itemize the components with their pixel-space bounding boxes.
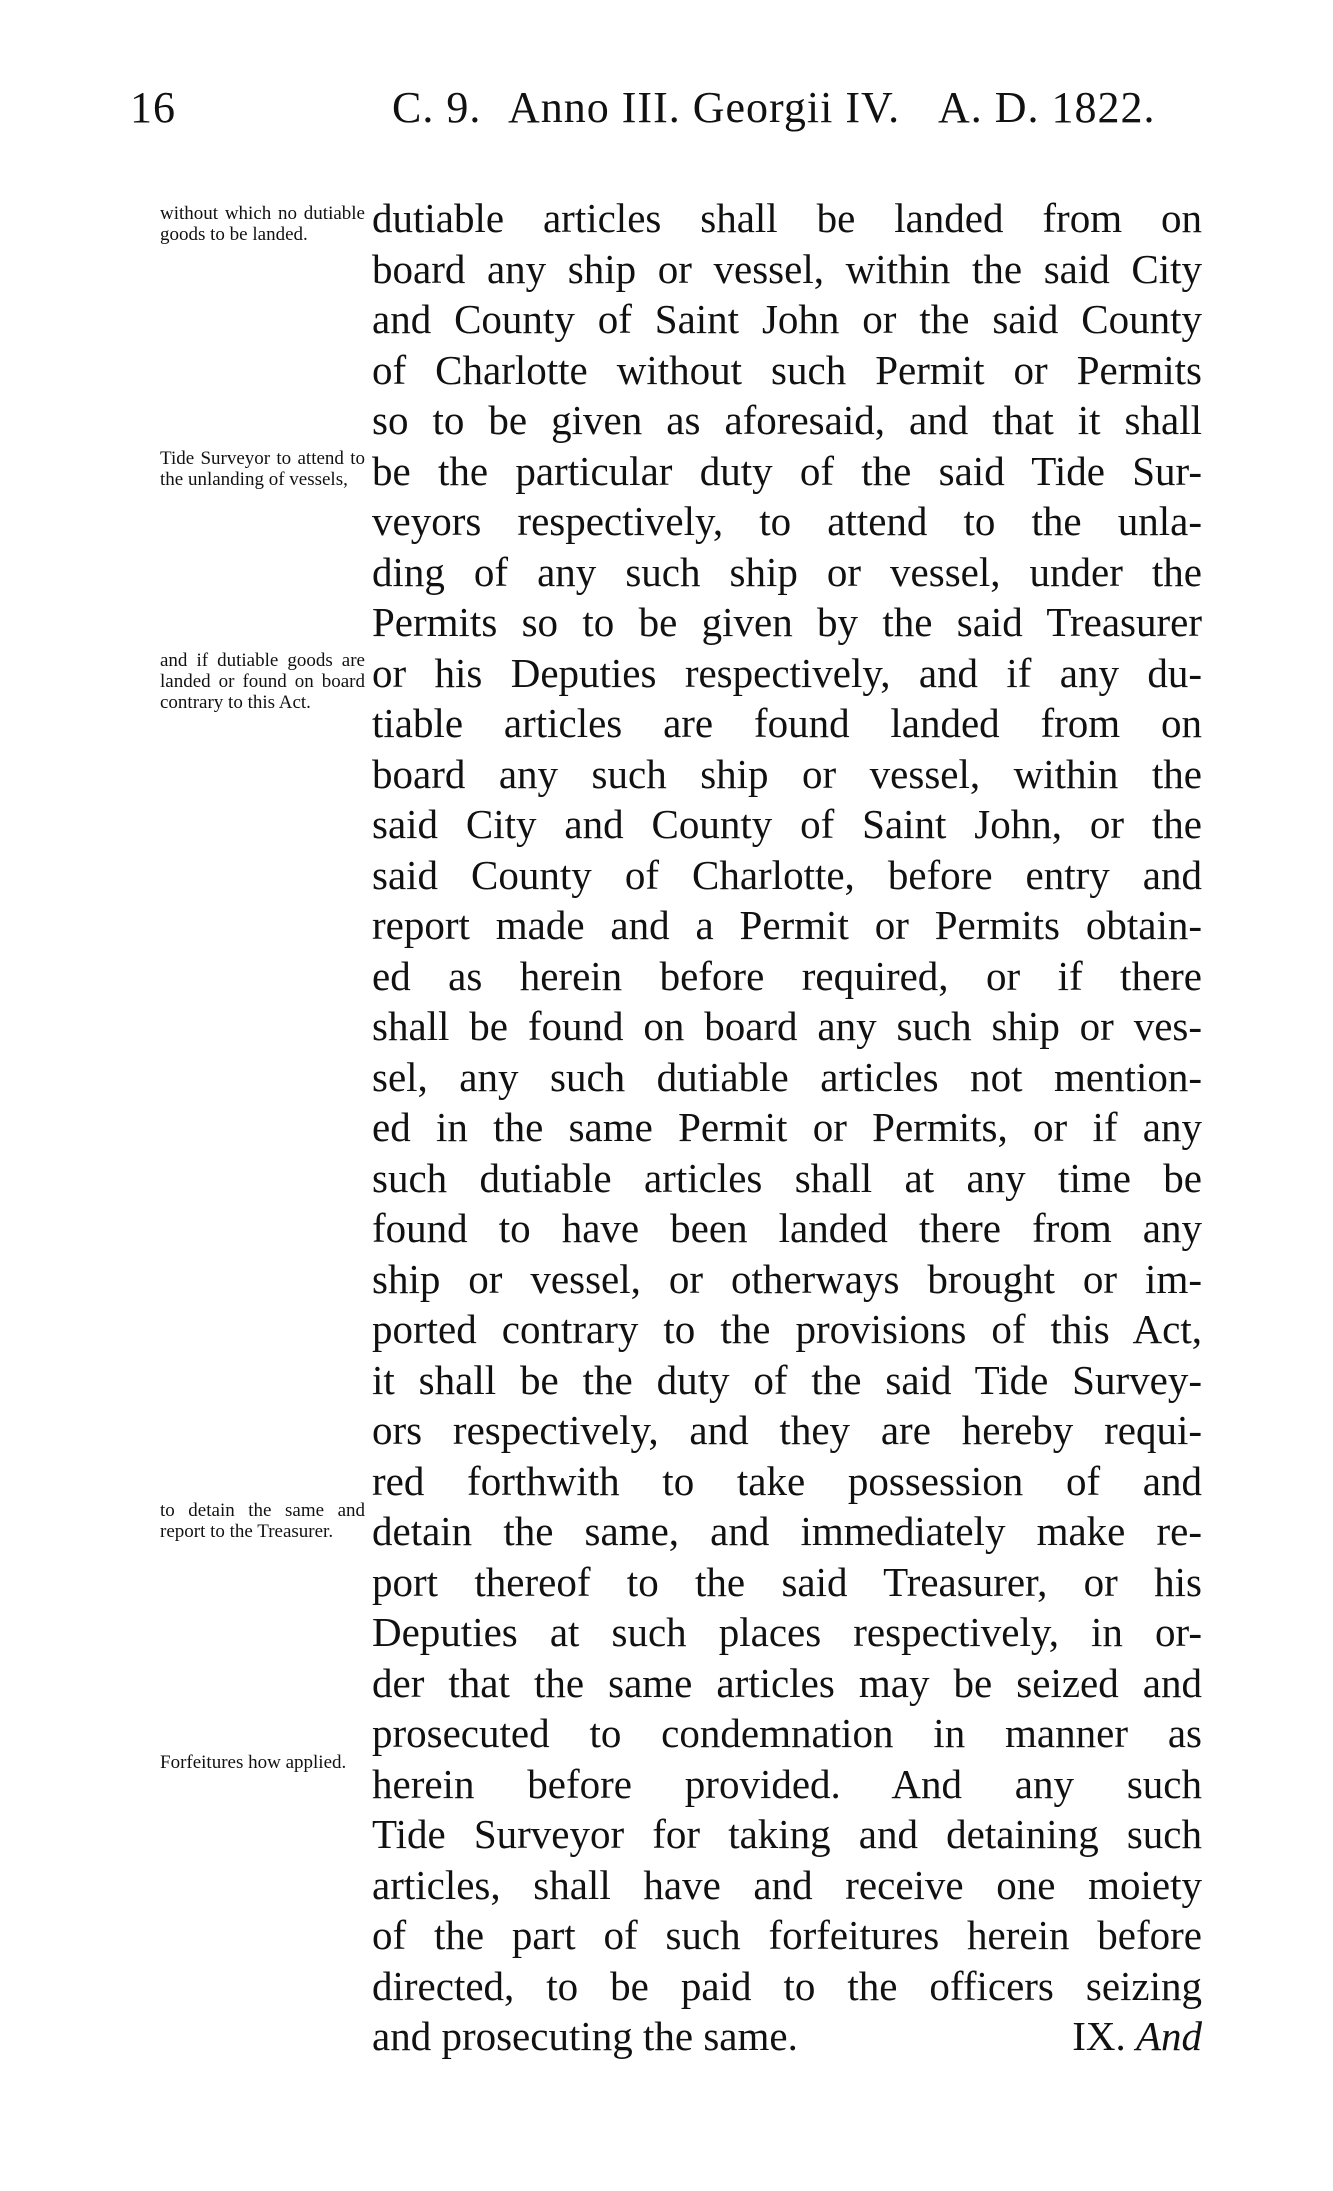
- body-line: said City and County of Saint John, or the: [372, 801, 1202, 847]
- body-line: articles, shall have and receive one moiety: [372, 1861, 1202, 1908]
- body-line: detain the same, and immediately make re-: [372, 1508, 1202, 1554]
- body-line: veyors respectively, to attend to the unla-: [372, 498, 1202, 544]
- body-line: tiable articles are found landed from on: [372, 700, 1202, 746]
- body-line: board any such ship or vessel, within the: [372, 750, 1202, 797]
- body-line: report made and a Permit or Permits obtain-: [372, 902, 1202, 948]
- body-line: Deputies at such places respectively, in or-: [372, 1609, 1202, 1655]
- page-number: 16: [130, 83, 176, 132]
- catchword: [1072, 2011, 1202, 2062]
- regnal-year: Anno III. Georgii IV.: [508, 83, 901, 132]
- running-head: [120, 82, 1210, 152]
- marginal-note: Forfeitures how applied.: [160, 1752, 347, 1773]
- body-line: directed, to be paid to the officers seizing: [372, 1962, 1202, 2009]
- body-line: dutiable articles shall be landed from on: [372, 195, 1202, 241]
- body-line: ed in the same Permit or Permits, or if any: [372, 1104, 1202, 1150]
- body-line: be the particular duty of the said Tide Sur-: [372, 447, 1202, 494]
- body-line: herein before provided. And any such: [372, 1760, 1202, 1807]
- body-line: or his Deputies respectively, and if any du-: [372, 649, 1202, 696]
- body-line: and County of Saint John or the said County: [372, 296, 1202, 342]
- body-line: ors respectively, and they are hereby requi-: [372, 1407, 1202, 1453]
- body-line: Permits so to be given by the said Treasurer: [372, 599, 1202, 645]
- body-line: of Charlotte without such Permit or Permits: [372, 346, 1202, 393]
- body-line: ship or vessel, or otherways brought or im-: [372, 1255, 1202, 1302]
- body-line: ported contrary to the provisions of this Act,: [372, 1306, 1202, 1352]
- body-line: ed as herein before required, or if there: [372, 952, 1202, 999]
- catchword-word: And: [1135, 2013, 1202, 2059]
- body-line: prosecuted to condemnation in manner as: [372, 1710, 1202, 1756]
- marginal-note: to detain the same and report to the Treasurer.: [160, 1500, 365, 1542]
- body-line: of the part of such forfeitures herein before: [372, 1912, 1202, 1958]
- body-line: found to have been landed there from any: [372, 1205, 1202, 1251]
- body-line: port thereof to the said Treasurer, or his: [372, 1558, 1202, 1605]
- body-line: said County of Charlotte, before entry and: [372, 851, 1202, 898]
- body-line: such dutiable articles shall at any time be: [372, 1154, 1202, 1201]
- marginal-note: without which no dutiable goods to be landed.: [160, 203, 365, 245]
- body-line: it shall be the duty of the said Tide Survey-: [372, 1356, 1202, 1403]
- body-line: and prosecuting the same.: [372, 2013, 798, 2059]
- body-line: ding of any such ship or vessel, under the: [372, 548, 1202, 595]
- marginal-note: and if dutiable goods are landed or found on board contrary to this Act.: [160, 650, 365, 713]
- body-line: sel, any such dutiable articles not mention-: [372, 1053, 1202, 1100]
- body-line-final: [372, 2011, 1202, 2062]
- section-number: IX.: [1072, 2013, 1126, 2059]
- body-text: [372, 193, 1202, 2062]
- body-line: so to be given as aforesaid, and that it shall: [372, 397, 1202, 443]
- marginal-note: Tide Surveyor to attend to the unlanding of vessels,: [160, 448, 365, 490]
- chapter-number: C. 9.: [392, 83, 482, 132]
- body-line: der that the same articles may be seized and: [372, 1659, 1202, 1706]
- body-line: Tide Surveyor for taking and detaining such: [372, 1811, 1202, 1857]
- body-line: shall be found on board any such ship or ves-: [372, 1003, 1202, 1049]
- body-line: board any ship or vessel, within the said City: [372, 245, 1202, 292]
- body-line: red forthwith to take possession of and: [372, 1457, 1202, 1504]
- calendar-year: A. D. 1822.: [938, 83, 1156, 132]
